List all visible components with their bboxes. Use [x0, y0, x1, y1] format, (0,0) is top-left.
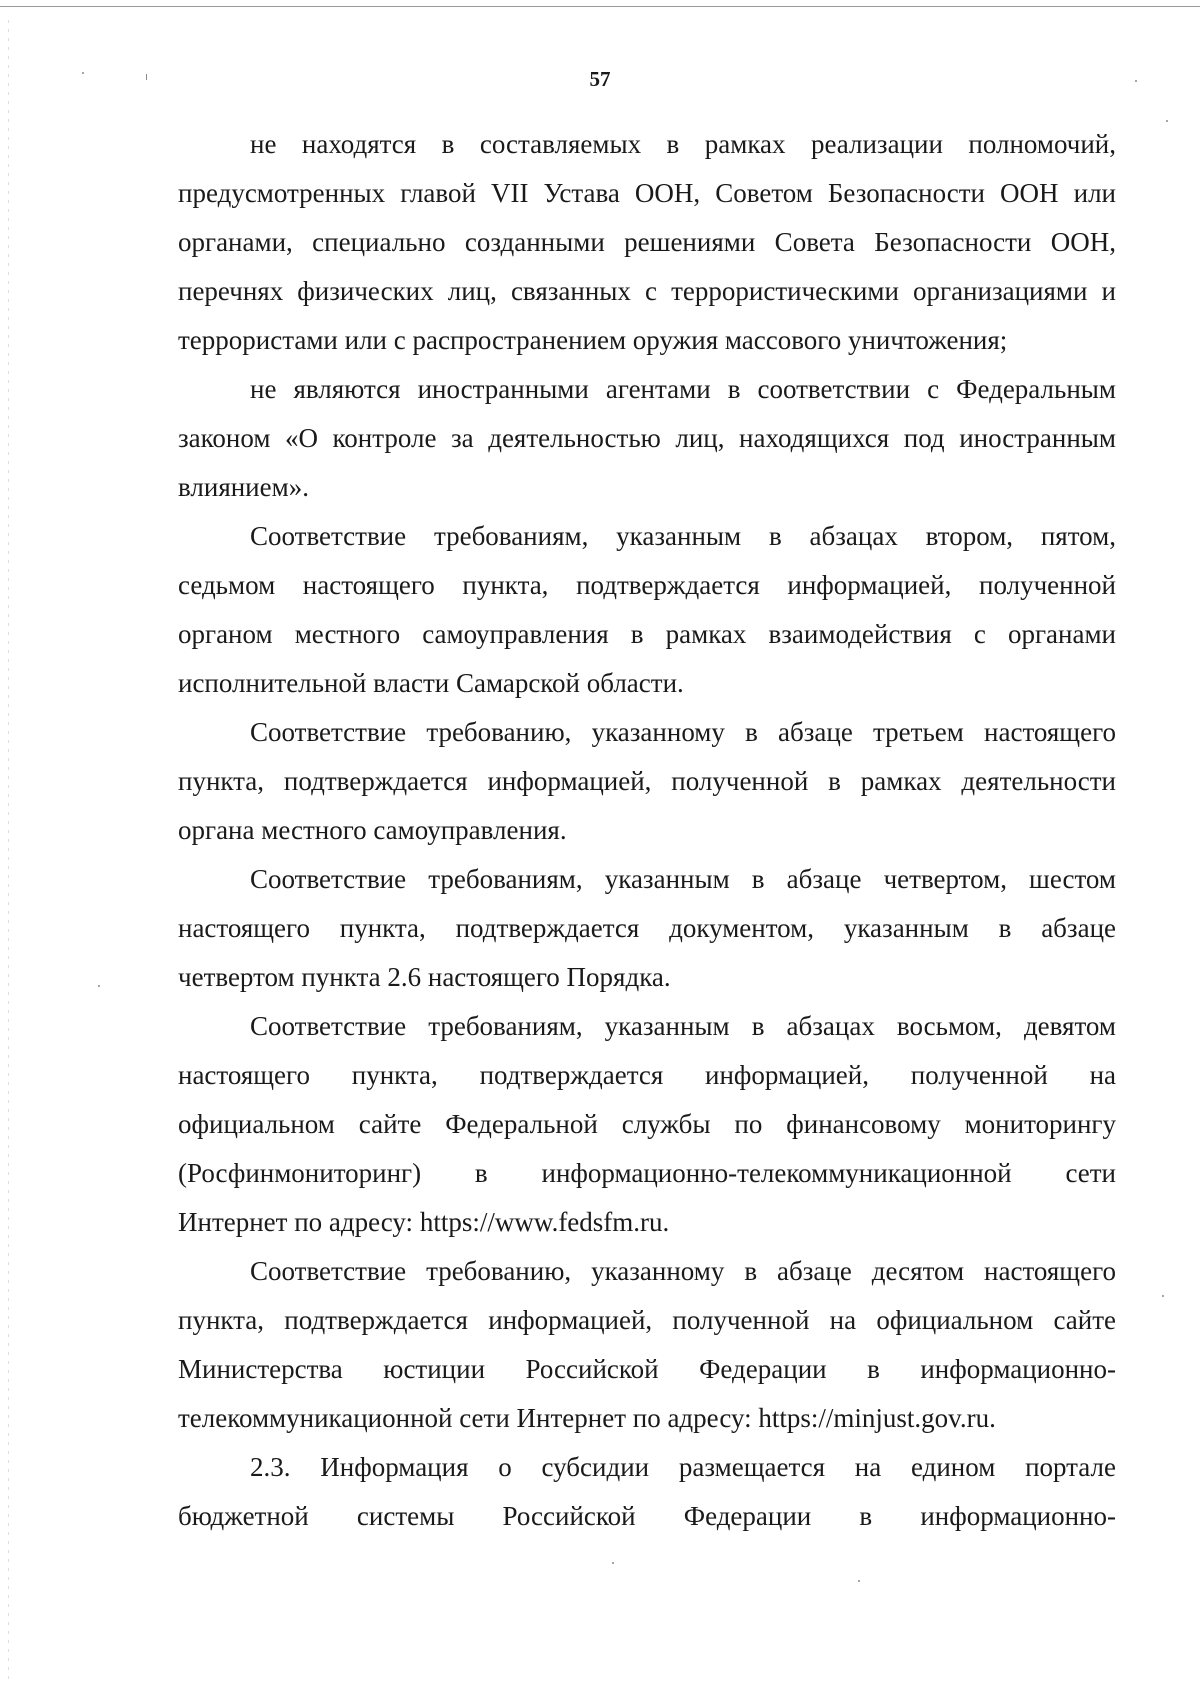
text-line: пункта, подтверждается информацией, полученной в рамках деятельности: [178, 766, 1116, 796]
text-line: официальном сайте Федеральной службы по финансовому мониторингу: [178, 1109, 1116, 1139]
text-line: Интернет по адресу: https://www.fedsfm.ru.: [178, 1207, 670, 1237]
scan-top-border: [0, 6, 1200, 7]
scan-speck: [1162, 1295, 1164, 1297]
text-line: (Росфинмониторинг) в информационно-телекоммуникационной сети: [178, 1158, 1116, 1188]
text-line: пункта, подтверждается информацией, полученной на официальном сайте: [178, 1305, 1116, 1335]
scan-speck: [858, 1580, 860, 1582]
text-line: органа местного самоуправления.: [178, 815, 567, 845]
text-line: органом местного самоуправления в рамках взаимодействия с органами: [178, 619, 1116, 649]
text-line: телекоммуникационной сети Интернет по адресу: https://minjust.gov.ru.: [178, 1403, 996, 1433]
text-line: Министерства юстиции Российской Федерации в информационно-: [178, 1354, 1116, 1384]
text-line: седьмом настоящего пункта, подтверждается информацией, полученной: [178, 570, 1116, 600]
text-line: Соответствие требованиям, указанным в абзацах втором, пятом,: [250, 521, 1116, 551]
text-line: Соответствие требованиям, указанным в абзацах восьмом, девятом: [250, 1011, 1116, 1041]
text-line: настоящего пункта, подтверждается документом, указанным в абзаце: [178, 913, 1116, 943]
text-line: Соответствие требованию, указанному в абзаце десятом настоящего: [250, 1256, 1116, 1286]
text-line: 2.3. Информация о субсидии размещается на едином портале: [250, 1452, 1116, 1482]
text-line: перечнях физических лиц, связанных с террористическими организациями и: [178, 276, 1116, 306]
text-line: не являются иностранными агентами в соответствии с Федеральным: [250, 374, 1116, 404]
text-line: влиянием».: [178, 472, 309, 502]
text-line: Соответствие требованиям, указанным в абзаце четвертом, шестом: [250, 864, 1116, 894]
text-line: законом «О контроле за деятельностью лиц, находящихся под иностранным: [178, 423, 1116, 453]
page-number-text: 57: [589, 67, 611, 91]
scan-left-edge: [8, 20, 9, 1680]
text-line: настоящего пункта, подтверждается информацией, полученной на: [178, 1060, 1116, 1090]
text-line: не находятся в составляемых в рамках реализации полномочий,: [250, 129, 1116, 159]
scan-speck: [612, 1562, 614, 1564]
page-number: [44, 66, 1200, 92]
text-line: террористами или с распространением оружия массового уничтожения;: [178, 325, 1008, 355]
text-line: Соответствие требованию, указанному в абзаце третьем настоящего: [250, 717, 1116, 747]
text-line: органами, специально созданными решениями Совета Безопасности ООН,: [178, 227, 1116, 257]
scan-speck: [1166, 120, 1168, 122]
text-line: исполнительной власти Самарской области.: [178, 668, 684, 698]
text-line: бюджетной системы Российской Федерации в информационно-: [178, 1501, 1116, 1531]
scan-speck: [98, 985, 100, 987]
text-line: предусмотренных главой VII Устава ООН, Советом Безопасности ООН или: [178, 178, 1116, 208]
text-line: четвертом пункта 2.6 настоящего Порядка.: [178, 962, 671, 992]
